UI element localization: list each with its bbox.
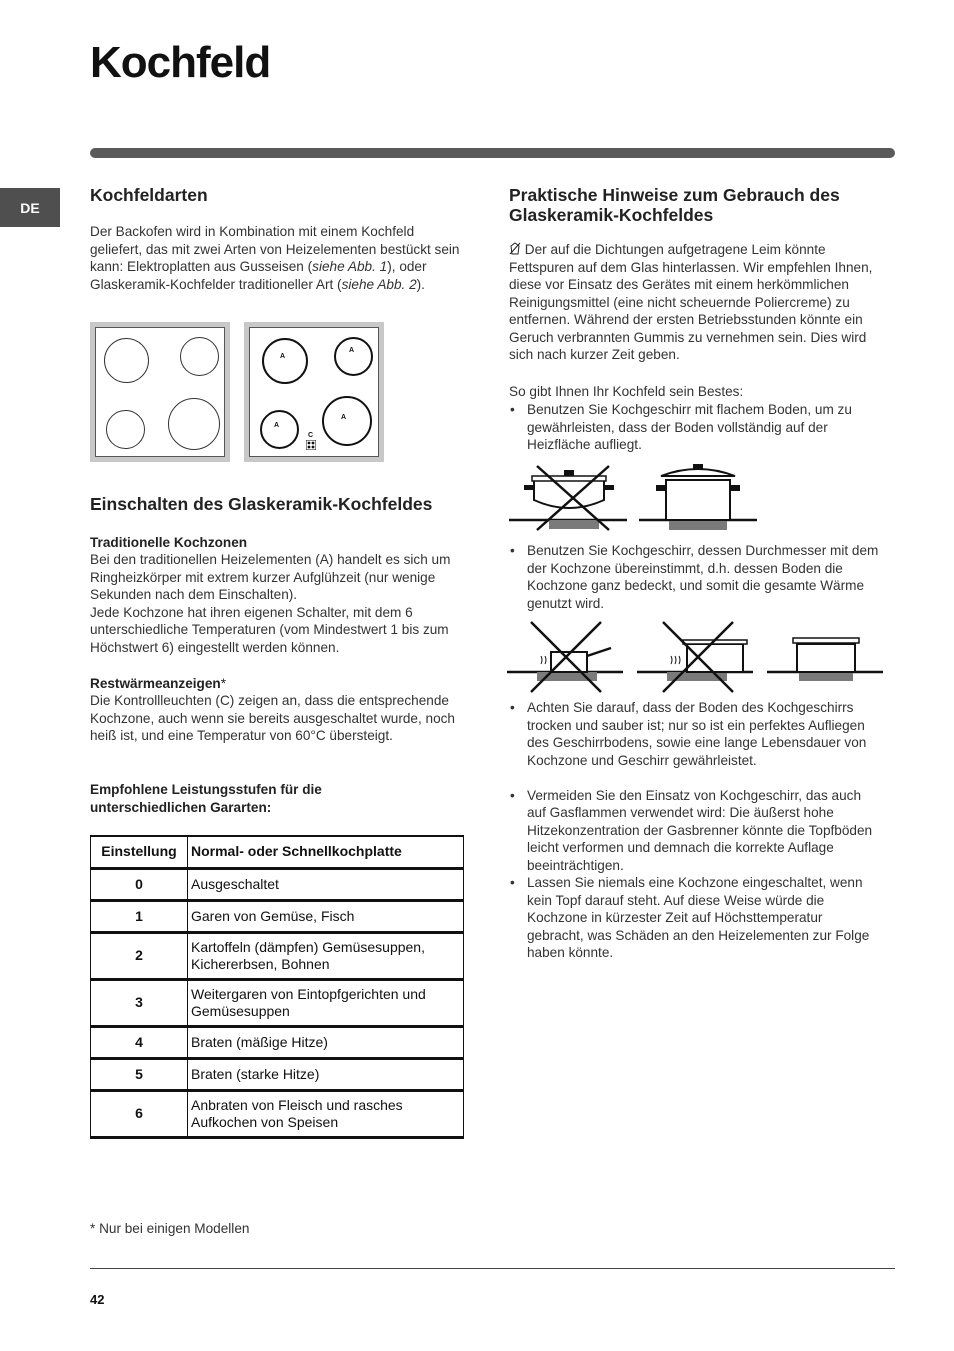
table-header-row (91, 836, 464, 869)
flat-bottom-illustration (509, 458, 759, 538)
hotplate-large (168, 398, 220, 450)
setting-cell: 5 (91, 1059, 188, 1091)
bullet-list (509, 699, 881, 962)
footnote: * Nur bei einigen Modellen (90, 1221, 250, 1236)
page-title: Kochfeld (90, 38, 271, 87)
paragraph: Jede Kochzone hat ihren eigenen Schalter, mit dem 6 unterschiedliche Temperaturen (vom Mindestwert 1 bis zum Höchstwert 6) eingestellt werden können. (90, 604, 449, 655)
wrong-pot-curved-bottom (509, 466, 627, 530)
hob-surface (249, 327, 379, 457)
subheading-traditionelle-kochzonen: Traditionelle Kochzonen (90, 535, 248, 550)
correct-pot-matching-size (767, 638, 883, 681)
section-title-einschalten: Einschalten des Glaskeramik-Kochfeldes (90, 494, 433, 514)
table-row (91, 1091, 464, 1138)
column-header-beschreibung: Normal- oder Schnellkochplatte (188, 836, 464, 869)
subheading-restwaermeanzeigen (90, 675, 226, 693)
hotplate-large (104, 338, 149, 383)
settings-table (90, 835, 464, 1139)
bullet-item: • Achten Sie darauf, dass der Boden des Kochgeschirrs trocken und sauber ist; nur so ist ein perfektes Aufliegen des Geschirrbodens, sowie eine lange Lebensdauer von Kochzone und Geschirr gewährleistet. (509, 699, 881, 769)
bullet-list (509, 401, 881, 454)
table-row (91, 869, 464, 901)
setting-cell: 0 (91, 869, 188, 901)
title-divider-bar (90, 148, 895, 158)
wrong-pot-too-large-zone (637, 622, 753, 692)
hob-surface (95, 327, 225, 457)
table-row (91, 1027, 464, 1059)
wrong-pot-too-small (507, 622, 623, 692)
footnote-mark: * (220, 676, 226, 691)
figure-ref-2: siehe Abb. 2 (341, 276, 417, 292)
table-row (91, 933, 464, 980)
setting-cell: 6 (91, 1091, 188, 1138)
language-tab: DE (0, 188, 60, 227)
table-row (91, 1059, 464, 1091)
indicator-lights-icon (306, 440, 316, 450)
cooking-zone (322, 396, 372, 446)
figure-ref-1: siehe Abb. 1 (312, 259, 388, 274)
figure-glass-ceramic-hob (244, 322, 384, 462)
table-row (91, 980, 464, 1027)
cooking-zone (334, 337, 373, 376)
zone-label: A (274, 422, 280, 429)
zone-label: A (349, 347, 355, 354)
table-row (91, 901, 464, 933)
no-cleaning-icon (509, 242, 521, 255)
footer-divider (90, 1268, 895, 1269)
page-number: 42 (90, 1292, 105, 1307)
correct-pot-flat-bottom (639, 464, 757, 530)
indicator-label: C (308, 432, 314, 439)
bullet-item: • Vermeiden Sie den Einsatz von Kochgeschirr, das auch auf Gasflammen verwendet wird: Die äußerst hohe Hitzekonzentration der Gasbrenner könnte die Topfböden leicht verformen und demnach die korrekte Auflage beeinträchtigen. (509, 787, 881, 875)
description-cell: Braten (starke Hitze) (188, 1059, 464, 1091)
subheading-leistungsstufen: Empfohlene Leistungsstufen für die unterschiedlichen Gararten: (90, 782, 322, 815)
paragraph: Bei den traditionellen Heizelementen (A) handelt es sich um Ringheizkörper mit extrem kurzer Aufglühzeit (nur wenige Sekunden nach dem Einschalten). (90, 552, 451, 602)
section-title-kochfeldarten: Kochfeldarten (90, 185, 208, 205)
bullet-item: • Lassen Sie niemals eine Kochzone eingeschaltet, wenn kein Topf darauf steht. Auf diese Weise würde die Kochzone in kürzester Zeit auf Höchsttemperatur gebracht, was Schäden an den Heizelementen zur Folge haben könnte. (509, 874, 881, 962)
hotplate-small (106, 410, 145, 449)
intro-paragraph (509, 241, 881, 364)
cooking-zone (262, 338, 308, 384)
description-cell: Weitergaren von Eintopfgerichten und Gemüsesuppen (188, 980, 464, 1027)
pot-diameter-illustration (507, 620, 885, 695)
description-cell: Ausgeschaltet (188, 869, 464, 901)
kochfeldarten-text-a: Der Backofen wird in Kombination mit einem Kochfeld geliefert, das mit zwei Arten von Heizelementen bestückt sein kann: Elektroplatten aus Gusseisen ( (90, 224, 460, 274)
kochfeldarten-paragraph (90, 223, 462, 293)
hotplate-small (180, 337, 219, 376)
subheading-text: Restwärmeanzeigen (90, 676, 221, 691)
setting-cell: 4 (91, 1027, 188, 1059)
zone-label: A (341, 414, 347, 421)
setting-cell: 1 (91, 901, 188, 933)
intro-text: Der auf die Dichtungen aufgetragene Leim könnte Fettspuren auf dem Glas hinterlassen. Wir empfehlen Ihnen, diese vor Einsatz des Gerätes mit einem herkömmlichen Reinigungsmittel (eine nicht scheuernde Poliercreme) zu entfernen. Während der ersten Betriebsstunden könnte ein Geruch verbrannten Gummis zu vernehmen sein. Dies wird sich nach kurzer Zeit geben. (509, 242, 873, 362)
lead-text: So gibt Ihnen Ihr Kochfeld sein Bestes: (509, 384, 744, 399)
description-cell: Anbraten von Fleisch und rasches Aufkochen von Speisen (188, 1091, 464, 1138)
description-cell: Garen von Gemüse, Fisch (188, 901, 464, 933)
kochfeldarten-text-b: ), oder Glaskeramik-Kochfelder traditioneller Art ( (90, 259, 427, 292)
description-cell: Kartoffeln (dämpfen) Gemüsesuppen, Kichererbsen, Bohnen (188, 933, 464, 980)
section-title-praktische-hinweise: Praktische Hinweise zum Gebrauch des Glaskeramik-Kochfeldes (509, 185, 840, 225)
bullet-item: • Benutzen Sie Kochgeschirr mit flachem Boden, um zu gewährleisten, dass der Boden vollständig auf der Heizfläche aufliegt. (509, 401, 881, 454)
bullet-list (509, 542, 881, 612)
zone-label: A (280, 353, 286, 360)
setting-cell: 2 (91, 933, 188, 980)
traditionelle-kochzonen-text (90, 551, 468, 656)
bullet-item: • Benutzen Sie Kochgeschirr, dessen Durchmesser mit dem der Kochzone übereinstimmt, d.h. dessen Boden die Kochzone ganz bedeckt, und somit die gesamte Wärme genutzt wird. (509, 542, 881, 612)
cooking-zone (260, 410, 299, 449)
figure-cast-iron-hob (90, 322, 230, 462)
description-cell: Braten (mäßige Hitze) (188, 1027, 464, 1059)
setting-cell: 3 (91, 980, 188, 1027)
kochfeldarten-text-c: ). (416, 276, 425, 292)
restwaerme-paragraph: Die Kontrollleuchten (C) zeigen an, dass die entsprechende Kochzone, auch wenn sie bereits ausgeschaltet wurde, noch heiß ist, und eine Temperatur von 60°C übersteigt. (90, 693, 455, 743)
column-header-einstellung: Einstellung (91, 836, 188, 869)
